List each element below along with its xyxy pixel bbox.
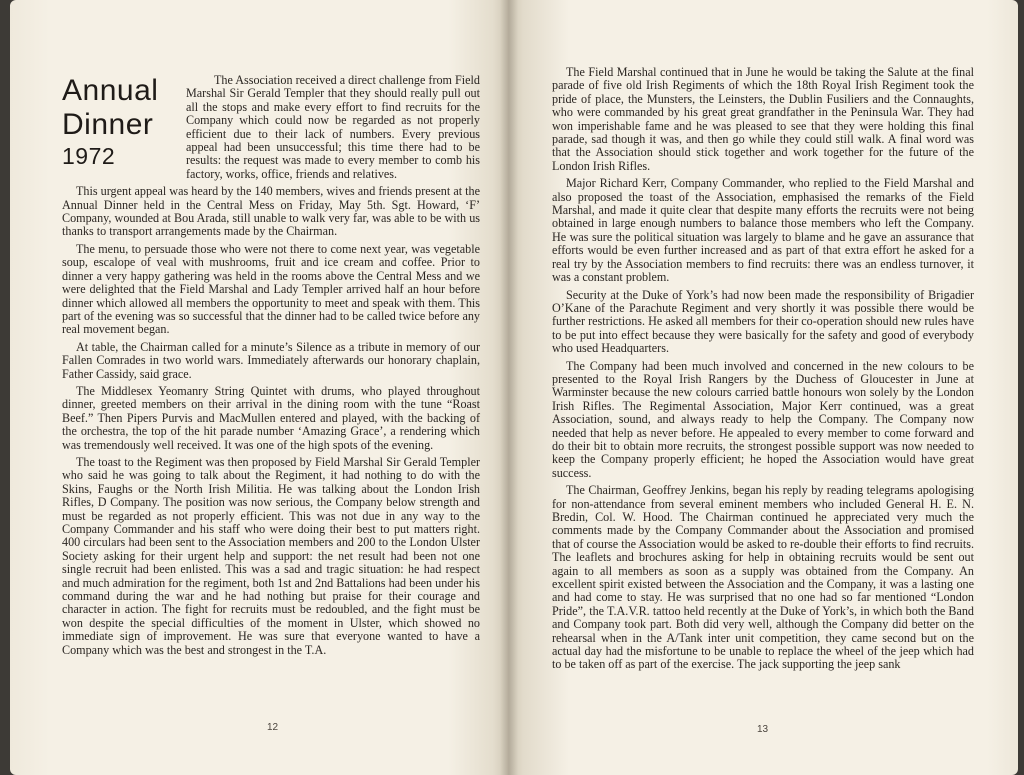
paragraph: The Field Marshal continued that in June he would be taking the Salute at the final parade of five old Irish Regiments of which the 18th Royal Irish Regiment took the pride of place, the Munsters, the Leinsters, the Dublin Fusiliers and the Connaughts, who were commanded by his great great grandfather in the Peninsula War. They had won imperishable fame and he was pleased to see that they were holding this final parade, sad though it was, and then go while they could still walk. A final word was that the Association should stick together and work together for the future of the London Irish Rifles. — [552, 65, 974, 173]
page-number: 12 — [267, 722, 279, 733]
paragraph: The Middlesex Yeomanry String Quintet with drums, who played throughout dinner, greeted members on their arrival in the dining room with the tune “Roast Beef.” Then Pipers Purvis and MacMullen entered and played, with the backing of the orchestra, the top of the hit parade number ‘Amazing Grace’, a rendering which was tremendously well received. It was one of the high spots of the evening. — [62, 383, 480, 452]
headline-year: 1972 — [62, 143, 116, 169]
paragraph: The menu, to persuade those who were not there to come next year, was vegetable soup, escalope of veal with mushrooms, fruit and ice cream and coffee. Prior to dinner a very happy gathering was held in the rooms above the Central Mess and we were delighted that the Field Marshal and Lady Templer arrived half an hour before dinner which allowed all members the opportunity to meet and speak with them. This part of the evening was so successful that the dinner had to be called twice before any real movement began. — [62, 241, 480, 337]
page-number: 13 — [757, 724, 769, 735]
paragraph: Security at the Duke of York’s had now been made the responsibility of Brigadier O’Kane of the Parachute Regiment and very shortly it was possible there would be further restrictions. He asked all members for their co-operation should new rules have to be put into effect because they were basically for the safety and good of everybody who used Headquarters. — [552, 287, 974, 356]
paragraph: This urgent appeal was heard by the 140 members, wives and friends present at the Annual Dinner held in the Central Mess on Friday, May 5th. Sgt. Howard, ‘F’ Company, wounded at Bou Arada, still unable to walk very far, was able to be with us thanks to transport arrangements made by the Chairman. — [62, 184, 480, 239]
headline-word-annual: Annual — [62, 74, 159, 107]
paragraph: The Association received a direct challenge from Field Marshal Sir Gerald Templer that they should really pull out all the stops and make every effort to find recruits for the Company which could now be regarded as not properly efficient due to their lack of numbers. Every previous appeal had been unsuccessful; this time there had to be results: the request was made to every member to comb his factory, works, office, friends and relatives. — [186, 73, 480, 181]
right-page — [508, 0, 1018, 775]
paragraph: At table, the Chairman called for a minute’s Silence as a tribute in memory of our Fallen Comrades in two world wars. Immediately afterwards our honorary chaplain, Father Cassidy, said grace. — [62, 339, 480, 381]
right-text-column — [552, 66, 974, 676]
headline-word-dinner: Dinner — [62, 108, 154, 141]
paragraph: Major Richard Kerr, Company Commander, who replied to the Field Marshal and also proposed the toast of the Association, emphasised the remarks of the Field Marshal, and made it quite clear that despite many efforts the recruits were not being obtained in large enough numbers to balance those members who left the Company. He was sure the political situation was largely to blame and he gave an assurance that efforts would be even further increased and as part of that extra effort he asked for a real try by the Association members to find recruits: there was an endless turnover, it was a constant problem. — [552, 176, 974, 285]
paragraph: The Chairman, Geoffrey Jenkins, began his reply by reading telegrams apologising for non-attendance from several eminent members who included General H. E. N. Bredin, Col. W. Hood. The Chairman continued he appreciated very much the comments made by the Company Commander about the Association and promised that of course the Association would be asked to re-double their efforts to find recruits. The leaflets and brochures asking for help in obtaining recruits would be sent out again to all members as soon as a supply was obtained from the Company. An excellent spirit existed between the Association and the Company, it was a lasting one and had come to stay. He was surprised that no one had so far mentioned “London Pride”, the T.A.V.R. tattoo held recently at the Duke of York’s, in which both the Band and Company took part. Both did very well, although the Company did better on the rehearsal when in the A/Tank inter unit competition, they came second but on the actual day had the misfortune to be unable to replace the wheel of the jeep which had to be taken off as part of the exercise. The jack supporting the jeep sank — [552, 483, 974, 672]
article-headline — [62, 74, 174, 169]
left-page — [10, 0, 508, 775]
left-text-column — [62, 74, 480, 661]
paragraph: The toast to the Regiment was then proposed by Field Marshal Sir Gerald Templer who said he was going to talk about the Regiment, it had nothing to do with the Skins, Faughs or the North Irish Militia. He was talking about the London Irish Rifles, D Company. The position was now serious, the Company below strength and must be regarded as not properly efficient. This was not due in any way to the Company Commander and his staff who were doing their best to put matters right. 400 circulars had been sent to the Association members and 200 to the London Ulster Society asking for their urgent help and support: the net result had been not one single recruit had been enlisted. This was a sad and tragic situation: he had respect and much admiration for the regiment, both 1st and 2nd Battalions had been under his command during the war and he had nothing but praise for their courage and character in action. The fight for recruits must be redoubled, and the fight must be won despite the special difficulties of the moment in Ulster, which showed no immediate sign of improvement. He was sure that everyone wanted to have a Company which was the best and strongest in the T.A. — [62, 454, 480, 657]
paragraph: The Company had been much involved and concerned in the new colours to be presented to the Royal Irish Rangers by the Duchess of Gloucester in June at Warminster because the new colours carried battle honours won solely by the London Irish Rifles. The Regimental Association, Major Kerr continued, was a great Association, sound, and always ready to help the Company. The Company now needed that help as never before. He appealed to every member to come forward and do their bit to obtain more recruits, the strongest possible support was now needed to keep the Company properly efficient; he hoped the Association would have great success. — [552, 358, 974, 480]
